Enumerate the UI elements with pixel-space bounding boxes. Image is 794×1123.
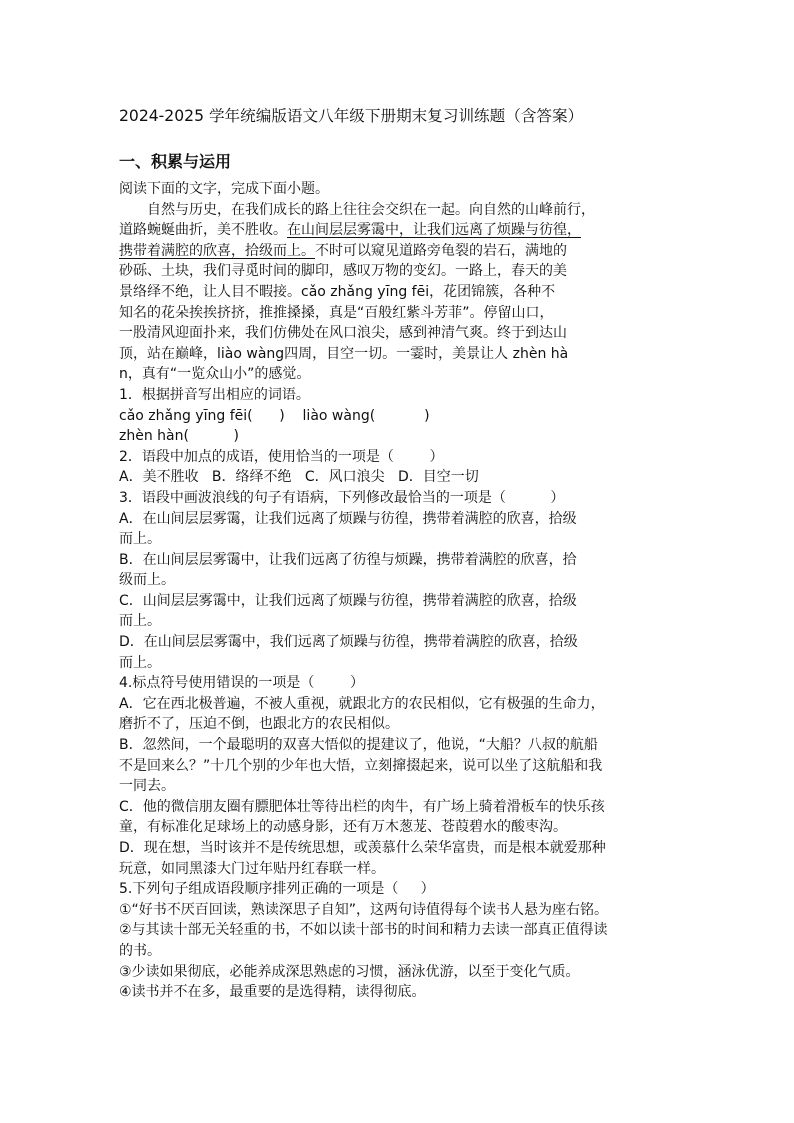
passage-text: 不时可以窥见道路旁龟裂的岩石，满地的 [315, 242, 567, 259]
sentence-4: ④读书并不在多，最重要的是选得精，读得彻底。 [119, 984, 426, 1001]
question-2 [119, 447, 694, 488]
option-d: D．现在想，当时该并不是传统思想，或羡慕什么荣华富贵，而是根本就爱那种 [119, 840, 606, 856]
pinyin-blanks: zhèn hàn( ) [119, 428, 239, 445]
question-4 [119, 673, 694, 879]
question-5 [119, 879, 694, 1003]
option-a: A．在山间层层雾霭，让我们远离了烦躁与彷徨，携带着满腔的欣喜，拾级 [119, 510, 577, 527]
question-1 [119, 385, 694, 447]
option-a: A．它在西北极普遍，不被人重视，就跟北方的农民相似，它有极强的生命力， [119, 695, 605, 712]
pinyin-blanks: cǎo zhǎng yīng fēi( ) liào wàng( ) [119, 407, 430, 424]
instruction-text: 阅读下面的文字，完成下面小题。 [119, 181, 329, 197]
question-stem: 4.标点符号使用错误的一项是（ ） [119, 675, 364, 692]
question-stem: 1．根据拼音写出相应的词语。 [119, 386, 310, 403]
sentence-1: ①“好书不厌百回读，熟读深思子自知”，这两句诗值得每个读书人悬为座右铭。 [119, 901, 609, 918]
reading-passage [119, 200, 694, 385]
passage-line: 景络绎不绝，让人目不暇接。cǎo zhǎng yīng fēi，花团锦簇，各种不 [119, 283, 556, 300]
section-heading: 一、积累与运用 [119, 152, 232, 171]
passage-line [119, 241, 694, 262]
question-stem: 2．语段中加点的成语，使用恰当的一项是（ ） [119, 448, 444, 465]
option-b: B．在山间层层雾霭中，让我们远离了彷徨与烦躁，携带着满腔的欣喜，拾 [119, 551, 577, 568]
wavy-underlined-sentence: 在山间层层雾霭中，让我们远离了烦躁与彷徨， [287, 222, 581, 239]
option-b: 级而上。 [119, 572, 175, 589]
passage-line: 知名的花朵挨挨挤挤，推推搡搡，真是“百般红紫斗芳菲”。停留山口， [119, 304, 554, 321]
option-d: D．在山间层层雾霭中，我们远离了烦躁与彷徨，携带着满腔的欣喜，拾级 [119, 634, 578, 651]
option-b: 一同去。 [119, 778, 175, 795]
option-c: 而上。 [119, 613, 161, 630]
option-a: 磨折不了，压迫不倒，也跟北方的农民相似。 [119, 716, 399, 733]
option-c: C．他的微信朋友圈有膘肥体壮等待出栏的肉牛，有广场上骑着滑板车的快乐孩 [119, 798, 605, 815]
passage-line: 一股清风迎面扑来，我们仿佛处在风口浪尖，感到神清气爽。终于到达山 [119, 325, 567, 342]
option-a: 而上。 [119, 531, 161, 548]
option-c: C．山间层层雾霭中，让我们远离了烦躁与彷徨，携带着满腔的欣喜，拾级 [119, 592, 577, 609]
passage-line: 顶，站在巅峰，liào wàng四周，目空一切。一霎时，美景让人 zhèn hà [119, 345, 569, 362]
sentence-3: ③少读如果彻底，必能养成深思熟虑的习惯，涵泳优游，以至于变化气质。 [119, 963, 580, 980]
wavy-underlined-sentence: 携带着满腔的欣喜，拾级而上。 [119, 242, 315, 259]
option-b: 不是回来么？”十几个别的少年也大悟，立刻撺掇起来，说可以坐了这航船和我 [119, 757, 603, 774]
question-options: A．美不胜收 B．络绎不绝 C．风口浪尖 D．目空一切 [119, 469, 479, 486]
page-title: 2024-2025 学年统编版语文八年级下册期末复习训练题（含答案） [119, 107, 584, 125]
passage-line: n，真有“一览众山小”的感觉。 [119, 366, 311, 383]
question-stem: 5.下列句子组成语段顺序排列正确的一项是（ ） [119, 881, 435, 898]
passage-text: 道路蜿蜒曲折，美不胜收。 [119, 222, 287, 239]
option-d: 而上。 [119, 654, 161, 671]
passage-line [119, 220, 694, 241]
question-3 [119, 488, 694, 673]
option-b: B．忽然间，一个最聪明的双喜大悟似的提建议了，他说，“大船？八叔的航船 [119, 737, 598, 754]
option-c: 童，有标准化足球场上的动感身影，还有万木葱茏、苍葭碧水的酸枣沟。 [119, 819, 567, 836]
passage-line: 砂砾、土块，我们寻觅时间的脚印，感叹万物的变幻。一路上，春天的美 [119, 263, 567, 280]
document-body [119, 104, 694, 1003]
sentence-2: 的书。 [119, 942, 161, 959]
passage-line: 自然与历史，在我们成长的路上往往会交织在一起。向自然的山峰前行， [147, 201, 595, 218]
option-d: 玩意，如同黑漆大门过年贴丹红春联一样。 [119, 860, 385, 877]
question-stem: 3．语段中画波浪线的句子有语病，下列修改最恰当的一项是（ ） [119, 489, 565, 506]
sentence-2: ②与其读十部无关轻重的书，不如以读十部书的时间和精力去读一部真正值得读 [119, 922, 608, 939]
